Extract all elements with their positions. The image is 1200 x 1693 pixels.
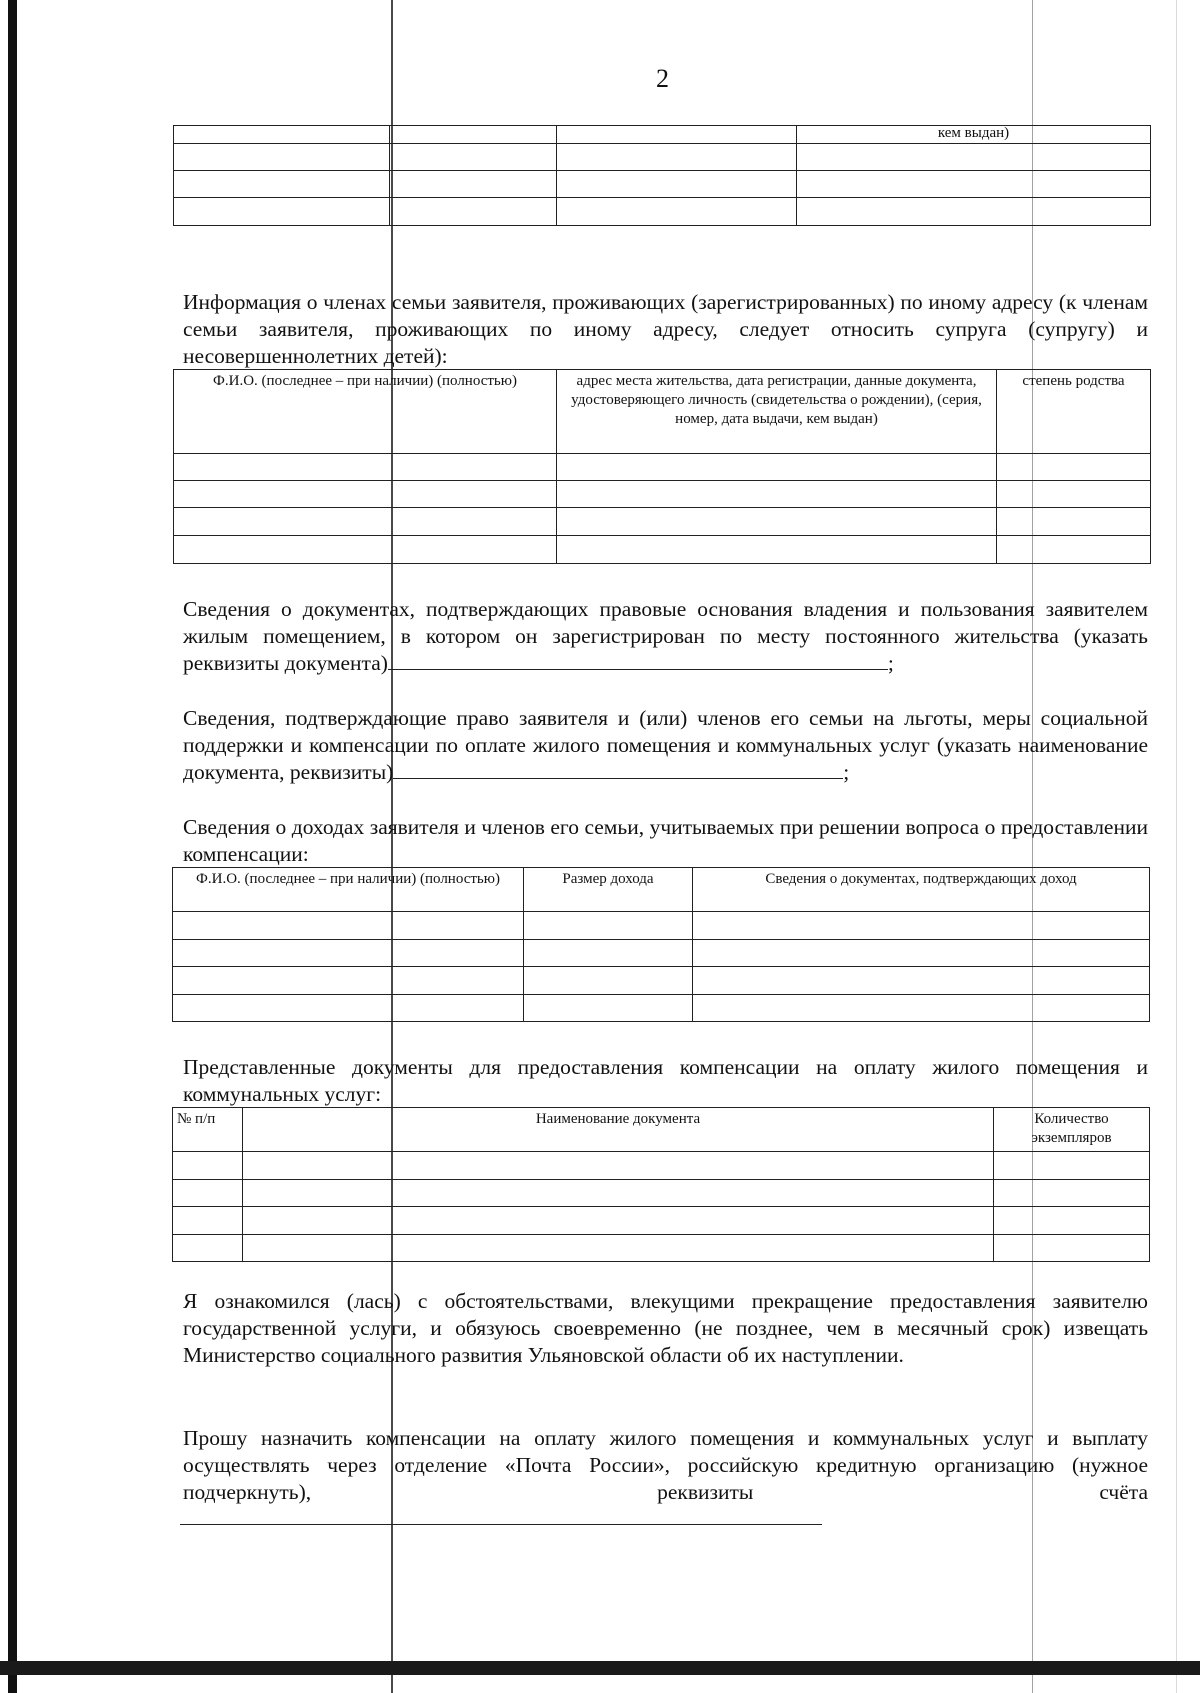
scan-fold-line bbox=[1176, 0, 1177, 1693]
table-cell bbox=[797, 171, 1151, 198]
table-cell bbox=[994, 1235, 1150, 1262]
table-header-cell: № п/п bbox=[173, 1108, 243, 1152]
table-cell bbox=[557, 171, 797, 198]
benefits-text: Сведения, подтверждающие право заявителя и (или) членов его семьи на льготы, меры социальной поддержки и компенсации по оплате жилого помещения и коммунальных услуг (указать наименование документа, реквизиты) bbox=[183, 706, 1148, 784]
table-cell bbox=[174, 454, 557, 481]
table-cell bbox=[243, 1235, 994, 1262]
request-paragraph: Прошу назначить компенсации на оплату жилого помещения и коммунальных услуг и выплату осуществлять через отделение «Почта России», российскую кредитную организацию (нужное подчеркнуть), реквизиты счёта bbox=[183, 1426, 1148, 1504]
documents-intro: Представленные документы для предоставления компенсации на оплату жилого помещения и коммунальных услуг: bbox=[183, 1055, 1148, 1106]
table-cell bbox=[557, 481, 997, 508]
table-cell bbox=[557, 536, 997, 564]
documents-table bbox=[172, 1107, 1150, 1262]
table-cell bbox=[174, 126, 390, 144]
table-cell bbox=[174, 144, 390, 171]
table-cell bbox=[693, 940, 1150, 967]
table-header-cell: Ф.И.О. (последнее – при наличии) (полностью) bbox=[173, 868, 524, 912]
table-cell bbox=[174, 481, 557, 508]
table-cell bbox=[524, 995, 693, 1022]
family-other-address-intro: Информация о членах семьи заявителя, проживающих (зарегистрированных) по иному адресу (к членам семьи заявителя, проживающих по иному адресу, следует относить супруга (супругу) и несовершеннолетних детей): bbox=[183, 290, 1148, 368]
table-cell bbox=[173, 1152, 243, 1180]
table-header-cell: адрес места жительства, дата регистрации, данные документа, удостоверяющего личность (свидетельства о рождении), (серия, номер, дата выдачи, кем выдан) bbox=[557, 370, 997, 454]
family-members-table bbox=[173, 369, 1151, 564]
table-cell bbox=[390, 198, 557, 226]
table-cell bbox=[994, 1207, 1150, 1235]
account-details-fill-line bbox=[180, 1524, 822, 1525]
table-cell bbox=[997, 454, 1151, 481]
table-header-cell: Сведения о документах, подтверждающих доход bbox=[693, 868, 1150, 912]
table-header-cell: Ф.И.О. (последнее – при наличии) (полностью) bbox=[174, 370, 557, 454]
scan-edge-left bbox=[8, 0, 17, 1693]
table-cell bbox=[173, 967, 524, 995]
scan-edge-bottom bbox=[0, 1661, 1200, 1675]
table-header-cell: Количество экземпляров bbox=[994, 1108, 1150, 1152]
table-cell bbox=[174, 508, 557, 536]
table-cell bbox=[997, 481, 1151, 508]
income-table bbox=[172, 867, 1150, 1022]
table-cell bbox=[174, 198, 390, 226]
table-cell bbox=[524, 967, 693, 995]
table-cell bbox=[994, 1152, 1150, 1180]
benefits-paragraph bbox=[183, 705, 1148, 786]
table-cell bbox=[797, 198, 1151, 226]
table-cell bbox=[557, 126, 797, 144]
table-cell bbox=[693, 995, 1150, 1022]
table-header-cell: кем выдан) bbox=[797, 126, 1151, 144]
table-cell bbox=[997, 508, 1151, 536]
table-cell bbox=[557, 144, 797, 171]
acknowledgement-paragraph: Я ознакомился (лась) с обстоятельствами, влекущими прекращение предоставления заявителю государственной услуги, и обязуюсь своевременно (не позднее, чем в месячный срок) извещать Министерство социального развития Ульяновской области об их наступлении. bbox=[183, 1289, 1148, 1367]
table-cell bbox=[174, 171, 390, 198]
table-header-cell: Наименование документа bbox=[243, 1108, 994, 1152]
table-cell bbox=[557, 198, 797, 226]
table-cell bbox=[524, 940, 693, 967]
table-cell bbox=[173, 1235, 243, 1262]
table-header-cell: Размер дохода bbox=[524, 868, 693, 912]
table-cell bbox=[173, 940, 524, 967]
table-cell bbox=[524, 912, 693, 940]
table-cell bbox=[390, 144, 557, 171]
housing-documents-paragraph bbox=[183, 596, 1148, 677]
table-cell bbox=[390, 171, 557, 198]
housing-documents-text: Сведения о документах, подтверждающих правовые основания владения и пользования заявителем жилым помещением, в котором он зарегистрирован по месту постоянного жительства (указать реквизиты документа) bbox=[183, 597, 1148, 675]
table-cell bbox=[174, 536, 557, 564]
income-intro: Сведения о доходах заявителя и членов его семьи, учитываемых при решении вопроса о предоставлении компенсации: bbox=[183, 815, 1148, 866]
table-cell bbox=[173, 1180, 243, 1207]
housing-documents-fill-line bbox=[388, 651, 888, 670]
table-cell bbox=[557, 454, 997, 481]
table-cell bbox=[797, 144, 1151, 171]
line-end-semicolon: ; bbox=[887, 651, 894, 675]
table-cell bbox=[994, 1180, 1150, 1207]
table-cell bbox=[243, 1207, 994, 1235]
table-cell bbox=[390, 126, 557, 144]
table-cell bbox=[693, 967, 1150, 995]
page-number: 2 bbox=[656, 64, 669, 93]
table-cell bbox=[243, 1180, 994, 1207]
table-cell bbox=[997, 536, 1151, 564]
table-cell bbox=[173, 1207, 243, 1235]
table-cell bbox=[173, 912, 524, 940]
benefits-fill-line bbox=[393, 760, 843, 779]
table-header-cell: степень родства bbox=[997, 370, 1151, 454]
table-cell bbox=[557, 508, 997, 536]
line-end-semicolon: ; bbox=[843, 760, 850, 784]
table-cell bbox=[173, 995, 524, 1022]
table-cell bbox=[693, 912, 1150, 940]
table-cell bbox=[243, 1152, 994, 1180]
continued-table bbox=[173, 125, 1151, 226]
